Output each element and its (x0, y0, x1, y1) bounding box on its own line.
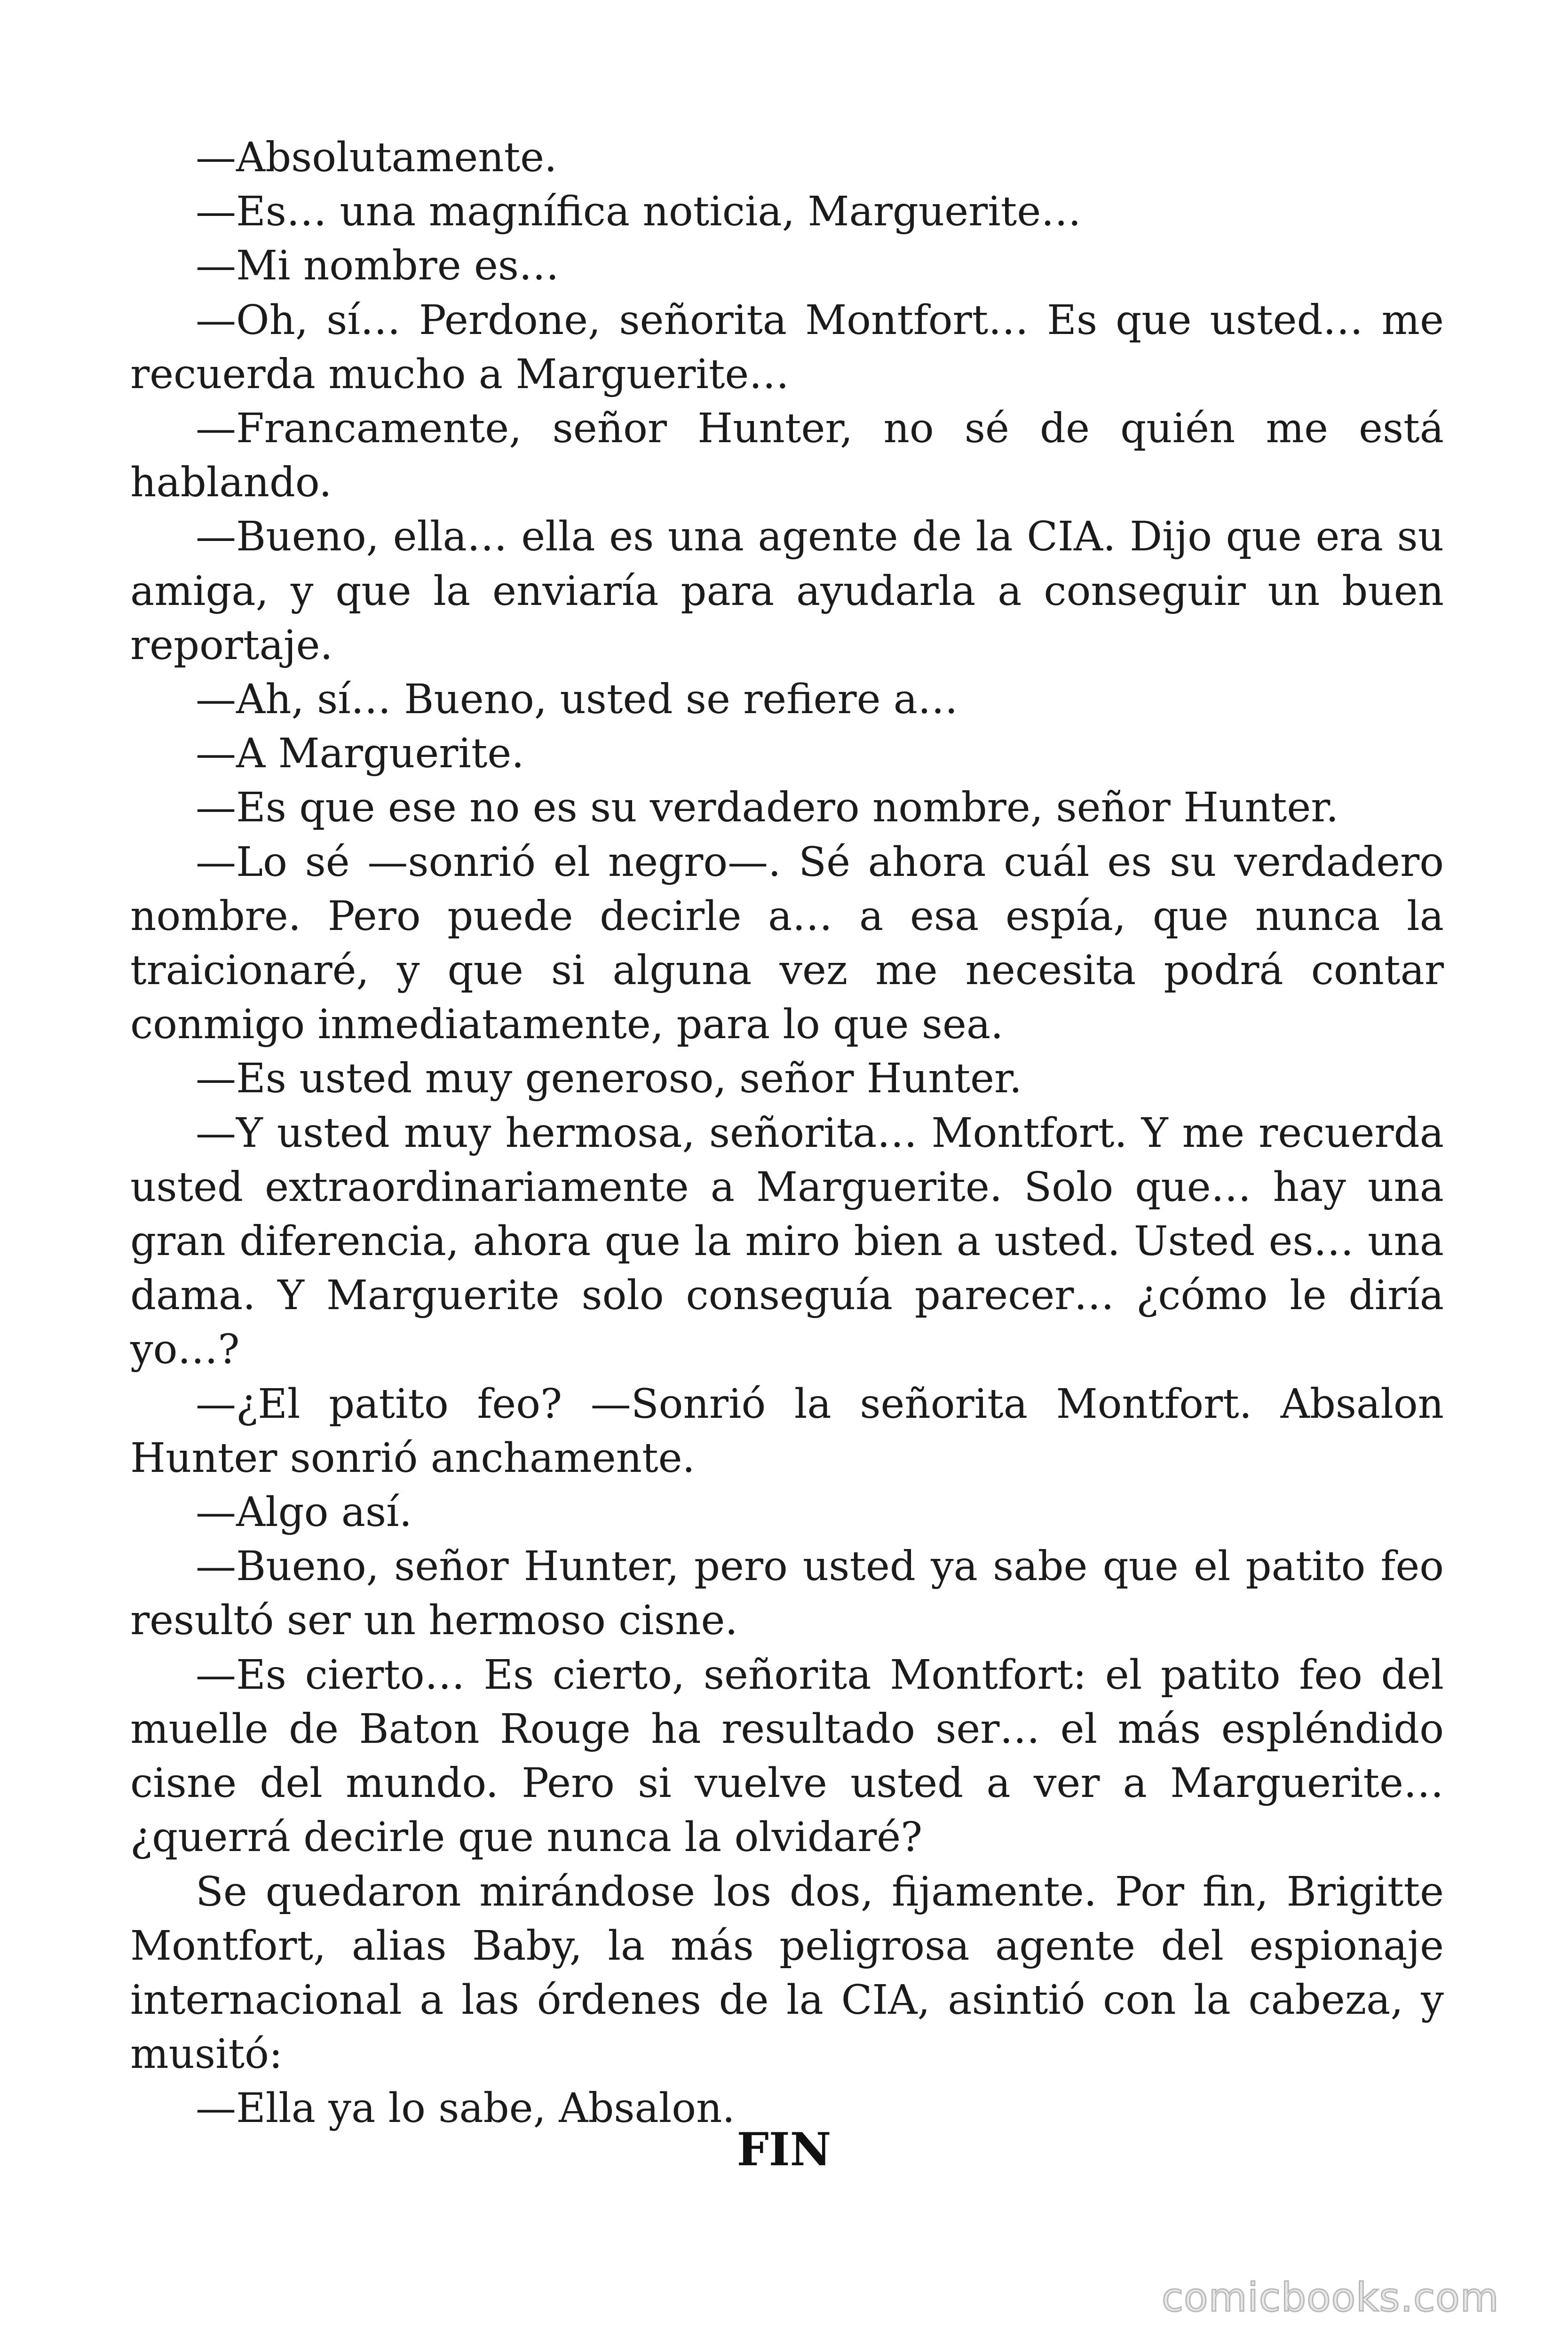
paragraph: —Oh, sí… Perdone, señorita Montfort… Es que usted… me recuerda mucho a Marguerite… (130, 296, 1444, 398)
paragraph: —Es cierto… Es cierto, señorita Montfort: el patito feo del muelle de Baton Rouge ha resultado ser… el más espléndido cisne del mundo. Pero si vuelve usted a ver a Marguerite… ¿querrá decirle que nunca la olvidaré? (130, 1651, 1444, 1861)
paragraph: —A Marguerite. (196, 730, 524, 778)
paragraph: —Es usted muy generoso, señor Hunter. (196, 1055, 1022, 1103)
paragraph: Se quedaron mirándose los dos, fijamente. Por fin, Brigitte Montfort, alias Baby, la más peligrosa agente del espionaje internacional a las órdenes de la CIA, asintió con la cabeza, y musitó: (130, 1868, 1444, 2078)
book-page-text (130, 131, 1444, 2136)
site-watermark: comicbooks.com (1162, 2274, 1499, 2320)
paragraph: —Y usted muy hermosa, señorita… Montfort. Y me recuerda usted extraordinariamente a Marguerite. Solo que… hay una gran diferencia, ahora que la miro bien a usted. Usted es… una dama. Y Marguerite solo conseguía parecer… ¿cómo le diría yo…? (130, 1109, 1444, 1374)
end-title: FIN (736, 2123, 832, 2176)
paragraph: —Algo así. (196, 1489, 412, 1536)
paragraph: —Bueno, ella… ella es una agente de la CIA. Dijo que era su amiga, y que la enviaría para ayudarla a conseguir un buen reportaje. (130, 513, 1444, 669)
paragraph: —Bueno, señor Hunter, pero usted ya sabe que el patito feo resultó ser un hermoso cisne. (130, 1543, 1444, 1645)
paragraph: —Es que ese no es su verdadero nombre, señor Hunter. (196, 784, 1339, 832)
paragraph: —Ella ya lo sabe, Absalon. (196, 2085, 735, 2132)
paragraph: —Mi nombre es… (196, 242, 560, 290)
paragraph: —Ah, sí… Bueno, usted se refiere a… (196, 676, 958, 723)
paragraph: —Es… una magnífica noticia, Marguerite… (196, 188, 1082, 236)
paragraph: —Lo sé —sonrió el negro—. Sé ahora cuál es su verdadero nombre. Pero puede decirle a… a esa espía, que nunca la traicionaré, y que si alguna vez me necesita podrá contar conmigo inmediatamente, para lo que sea. (130, 838, 1444, 1049)
paragraph: —Absolutamente. (196, 134, 557, 181)
paragraph: —¿El patito feo? —Sonrió la señorita Montfort. Absalon Hunter sonrió anchamente. (130, 1380, 1444, 1482)
paragraph: —Francamente, señor Hunter, no sé de quién me está hablando. (130, 405, 1444, 507)
